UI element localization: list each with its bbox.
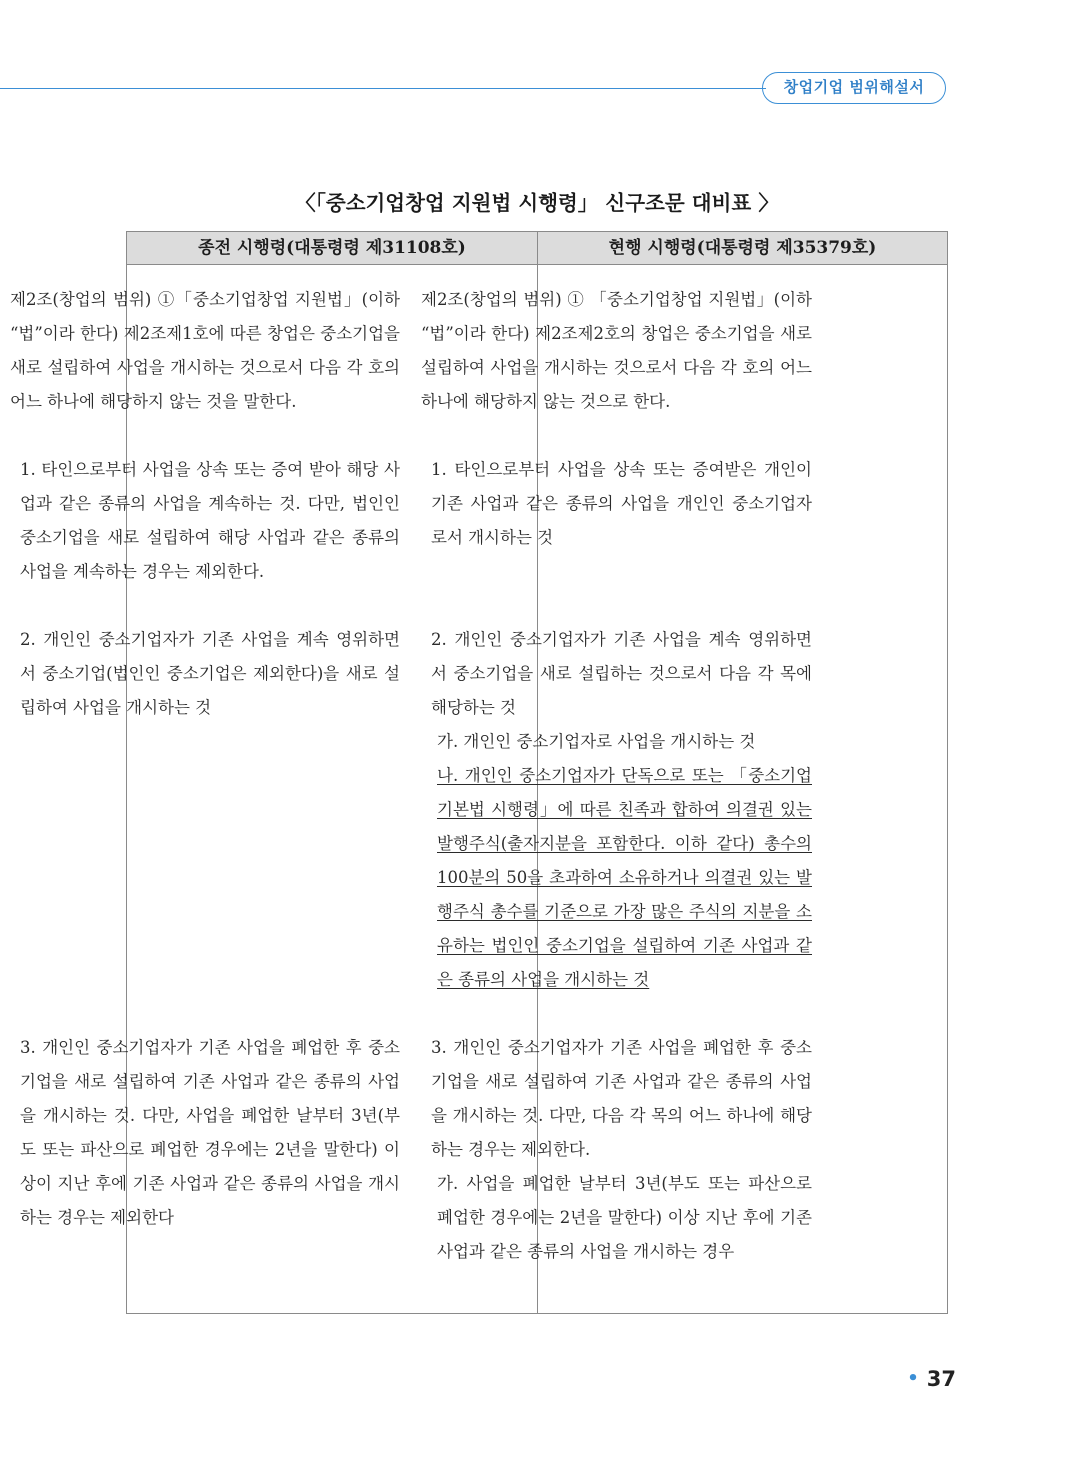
new-item-3: 3. 개인인 중소기업자가 기존 사업을 폐업한 후 중소기업을 새로 설립하여 기존 사업과 같은 종류의 사업을 개시하는 것. 다만, 다음 각 목의 어느 하나에 해당하는 경우는 제외한다. — [431, 1038, 812, 1159]
new-item-1-wrap — [421, 453, 812, 555]
col-header-new: 현행 시행령(대통령령 제35379호) — [538, 232, 947, 264]
new-item-2-a: 가. 개인인 중소기업자로 사업을 개시하는 것 — [437, 732, 756, 751]
new-column — [421, 283, 812, 419]
old-item-2: 2. 개인인 중소기업자가 기존 사업을 계속 영위하면서 중소기업(법인인 중소기업은 제외한다)을 새로 설립하여 사업을 개시하는 것 — [20, 630, 400, 717]
old-item-1-wrap — [10, 453, 400, 589]
old-item-2-wrap — [10, 623, 400, 725]
new-item-2: 2. 개인인 중소기업자가 기존 사업을 계속 영위하면서 중소기업을 새로 설립하는 것으로서 다음 각 목에 해당하는 것 — [431, 630, 812, 717]
new-item-3-a: 가. 사업을 폐업한 날부터 3년(부도 또는 파산으로 폐업한 경우에는 2년을 말한다) 이상 지난 후에 기존 사업과 같은 종류의 사업을 개시하는 경우 — [437, 1174, 812, 1261]
old-article: 제2조(창업의 범위) ①「중소기업창업 지원법」(이하 “법”이라 한다) 제2조제1호에 따른 창업은 중소기업을 새로 설립하여 사업을 개시하는 것으로서 다음 각 호의 어느 하나에 해당하지 않는 것을 말한다. — [10, 290, 400, 411]
new-item-1: 1. 타인으로부터 사업을 상속 또는 증여받은 개인이 기존 사업과 같은 종류의 사업을 개인인 중소기업자로서 개시하는 것 — [431, 460, 812, 547]
bullet-dot-icon: • — [907, 1368, 919, 1389]
table-title: 〈「중소기업창업 지원법 시행령」 신구조문 대비표 〉 — [295, 191, 779, 215]
new-item-2-b: 나. 개인인 중소기업자가 단독으로 또는 「중소기업기본법 시행령」에 따른 친족과 합하여 의결권 있는 발행주식(출자지분을 포함한다. 이하 같다) 총수의 100분의 50을 초과하여 소유하거나 의결권 있는 발행주식 총수를 기준으로 가장 많은 주식의 지분을 소유하는 법인인 중소기업을 설립하여 기존 사업과 같은 종류의 사업을 개시하는 것 — [437, 766, 812, 989]
old-item-1: 1. 타인으로부터 사업을 상속 또는 증여 받아 해당 사업과 같은 종류의 사업을 계속하는 것. 다만, 법인인 중소기업을 새로 설립하여 해당 사업과 같은 종류의 사업을 계속하는 경우는 제외한다. — [20, 460, 400, 581]
header-rule — [0, 88, 766, 89]
new-item-2-wrap — [421, 623, 812, 997]
old-column — [10, 283, 400, 419]
old-item-3: 3. 개인인 중소기업자가 기존 사업을 폐업한 후 중소기업을 새로 설립하여 기존 사업과 같은 종류의 사업을 개시하는 것. 다만, 사업을 폐업한 날부터 3년(부도 또는 파산으로 폐업한 경우에는 2년을 말한다) 이상이 지난 후에 기존 사업과 같은 종류의 사업을 개시하는 경우는 제외한다 — [20, 1038, 400, 1227]
old-item-3-wrap — [10, 1031, 400, 1235]
col-header-old: 종전 시행령(대통령령 제31108호) — [127, 232, 537, 264]
new-article: 제2조(창업의 범위) ① 「중소기업창업 지원법」(이하 “법”이라 한다) 제2조제2호의 창업은 중소기업을 새로 설립하여 사업을 개시하는 것으로서 다음 각 호의 어느 하나에 해당하지 않는 것으로 한다. — [421, 290, 812, 411]
section-badge: 창업기업 범위해설서 — [762, 72, 946, 104]
page-number-wrap — [900, 1367, 956, 1391]
page-number: 37 — [926, 1367, 956, 1391]
new-item-3-wrap — [421, 1031, 812, 1269]
